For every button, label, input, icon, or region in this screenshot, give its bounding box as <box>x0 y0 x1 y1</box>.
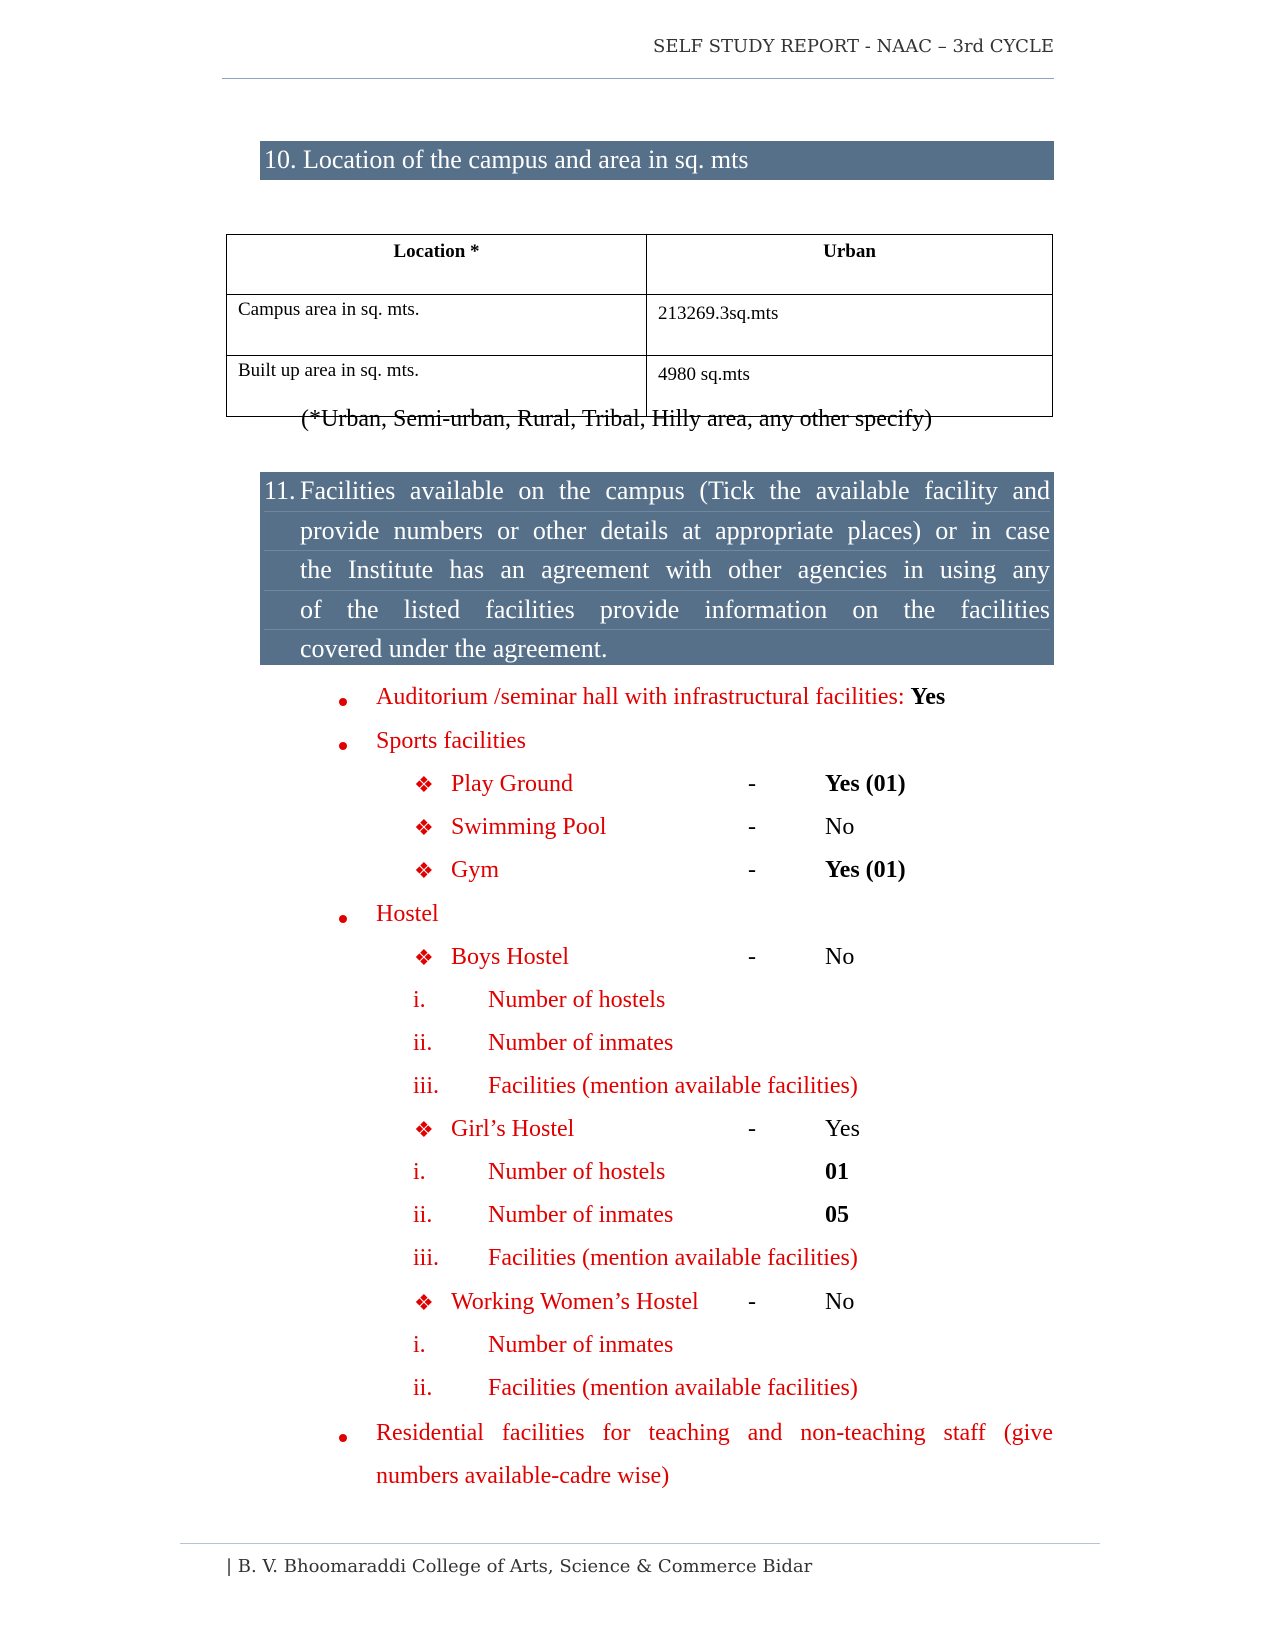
roman-numeral: ii. <box>413 1375 433 1401</box>
sub-item-label: Play Ground <box>451 771 573 797</box>
page-header: SELF STUDY REPORT - NAAC – 3rd CYCLE <box>653 36 1054 57</box>
section-10-heading: 10. Location of the campus and area in sq. mts <box>260 141 1054 180</box>
bullet-icon <box>339 915 347 923</box>
diamond-bullet-icon: ❖ <box>414 772 434 797</box>
bullet-icon <box>339 1434 347 1442</box>
section-11-line: of the listed facilities provide information on the facilities <box>300 594 1050 624</box>
sub-sub-item-value: 01 <box>825 1159 849 1185</box>
section-11-line: covered under the agreement. <box>300 634 608 663</box>
sub-item-value: No <box>825 1289 855 1315</box>
diamond-bullet-icon: ❖ <box>414 815 434 840</box>
sub-item-value: Yes <box>825 1116 860 1142</box>
table-cell-value: 4980 sq.mts <box>647 356 1053 417</box>
section-11-heading <box>260 472 1054 665</box>
roman-numeral: i. <box>413 1332 426 1358</box>
sub-sub-item-label: Facilities (mention available facilities) <box>488 1375 858 1401</box>
diamond-bullet-icon: ❖ <box>414 1117 434 1142</box>
table-row <box>227 295 1053 356</box>
sub-sub-item-label: Facilities (mention available facilities) <box>488 1073 858 1099</box>
dash-separator: - <box>748 944 756 970</box>
roman-numeral: iii. <box>413 1245 440 1271</box>
sub-sub-item-label: Number of inmates <box>488 1202 674 1228</box>
list-item-hostel: Hostel <box>376 901 439 927</box>
dash-separator: - <box>748 814 756 840</box>
roman-numeral: ii. <box>413 1202 433 1228</box>
auditorium-value: Yes <box>910 684 946 710</box>
list-item-sports: Sports facilities <box>376 728 526 754</box>
sub-sub-item-label: Number of hostels <box>488 987 666 1013</box>
section-11-line: the Institute has an agreement with other agencies in using any <box>300 555 1050 584</box>
auditorium-label: Auditorium /seminar hall with infrastructural facilities: <box>376 684 911 710</box>
page-footer: | B. V. Bhoomaraddi College of Arts, Science & Commerce Bidar <box>226 1556 813 1577</box>
header-divider <box>222 78 1054 79</box>
diamond-bullet-icon: ❖ <box>414 945 434 970</box>
section-11-line: Facilities available on the campus (Tick the available facility and <box>300 476 1050 505</box>
sub-item-label: Working Women’s Hostel <box>451 1289 699 1315</box>
footer-divider <box>180 1543 1100 1544</box>
list-item-residential-cont: numbers available-cadre wise) <box>376 1463 670 1489</box>
section-11-number: 11. <box>264 476 296 505</box>
sub-item-value: No <box>825 944 855 970</box>
table-header-row <box>227 235 1053 295</box>
bullet-icon <box>339 698 347 706</box>
section-11-line: provide numbers or other details at appropriate places) or in case <box>300 515 1050 545</box>
sub-item-label: Swimming Pool <box>451 814 607 840</box>
sub-item-label: Boys Hostel <box>451 944 570 970</box>
list-item-auditorium <box>376 684 945 711</box>
location-table <box>226 234 1053 417</box>
sub-item-value: No <box>825 814 855 840</box>
sub-item-label: Gym <box>451 857 499 883</box>
location-note: (*Urban, Semi-urban, Rural, Tribal, Hilly area, any other specify) <box>301 406 933 432</box>
table-header-location: Location * <box>227 235 647 295</box>
sub-item-value: Yes (01) <box>825 857 906 883</box>
roman-numeral: iii. <box>413 1073 440 1099</box>
sub-item-label: Girl’s Hostel <box>451 1116 575 1142</box>
dash-separator: - <box>748 1116 756 1142</box>
table-cell-label: Campus area in sq. mts. <box>227 295 647 356</box>
dash-separator: - <box>748 771 756 797</box>
list-item-residential: Residential facilities for teaching and non-teaching staff (give <box>376 1420 1053 1446</box>
sub-sub-item-label: Number of hostels <box>488 1159 666 1185</box>
roman-numeral: i. <box>413 1159 426 1185</box>
roman-numeral: i. <box>413 987 426 1013</box>
sub-sub-item-label: Facilities (mention available facilities) <box>488 1245 858 1271</box>
dash-separator: - <box>748 1289 756 1315</box>
sub-sub-item-label: Number of inmates <box>488 1332 674 1358</box>
table-header-urban: Urban <box>647 235 1053 295</box>
table-cell-value: 213269.3sq.mts <box>647 295 1053 356</box>
table-cell-label: Built up area in sq. mts. <box>227 356 647 417</box>
diamond-bullet-icon: ❖ <box>414 858 434 883</box>
dash-separator: - <box>748 857 756 883</box>
sub-sub-item-value: 05 <box>825 1202 849 1228</box>
bullet-icon <box>339 742 347 750</box>
sub-item-value: Yes (01) <box>825 771 906 797</box>
roman-numeral: ii. <box>413 1030 433 1056</box>
diamond-bullet-icon: ❖ <box>414 1290 434 1315</box>
sub-sub-item-label: Number of inmates <box>488 1030 674 1056</box>
